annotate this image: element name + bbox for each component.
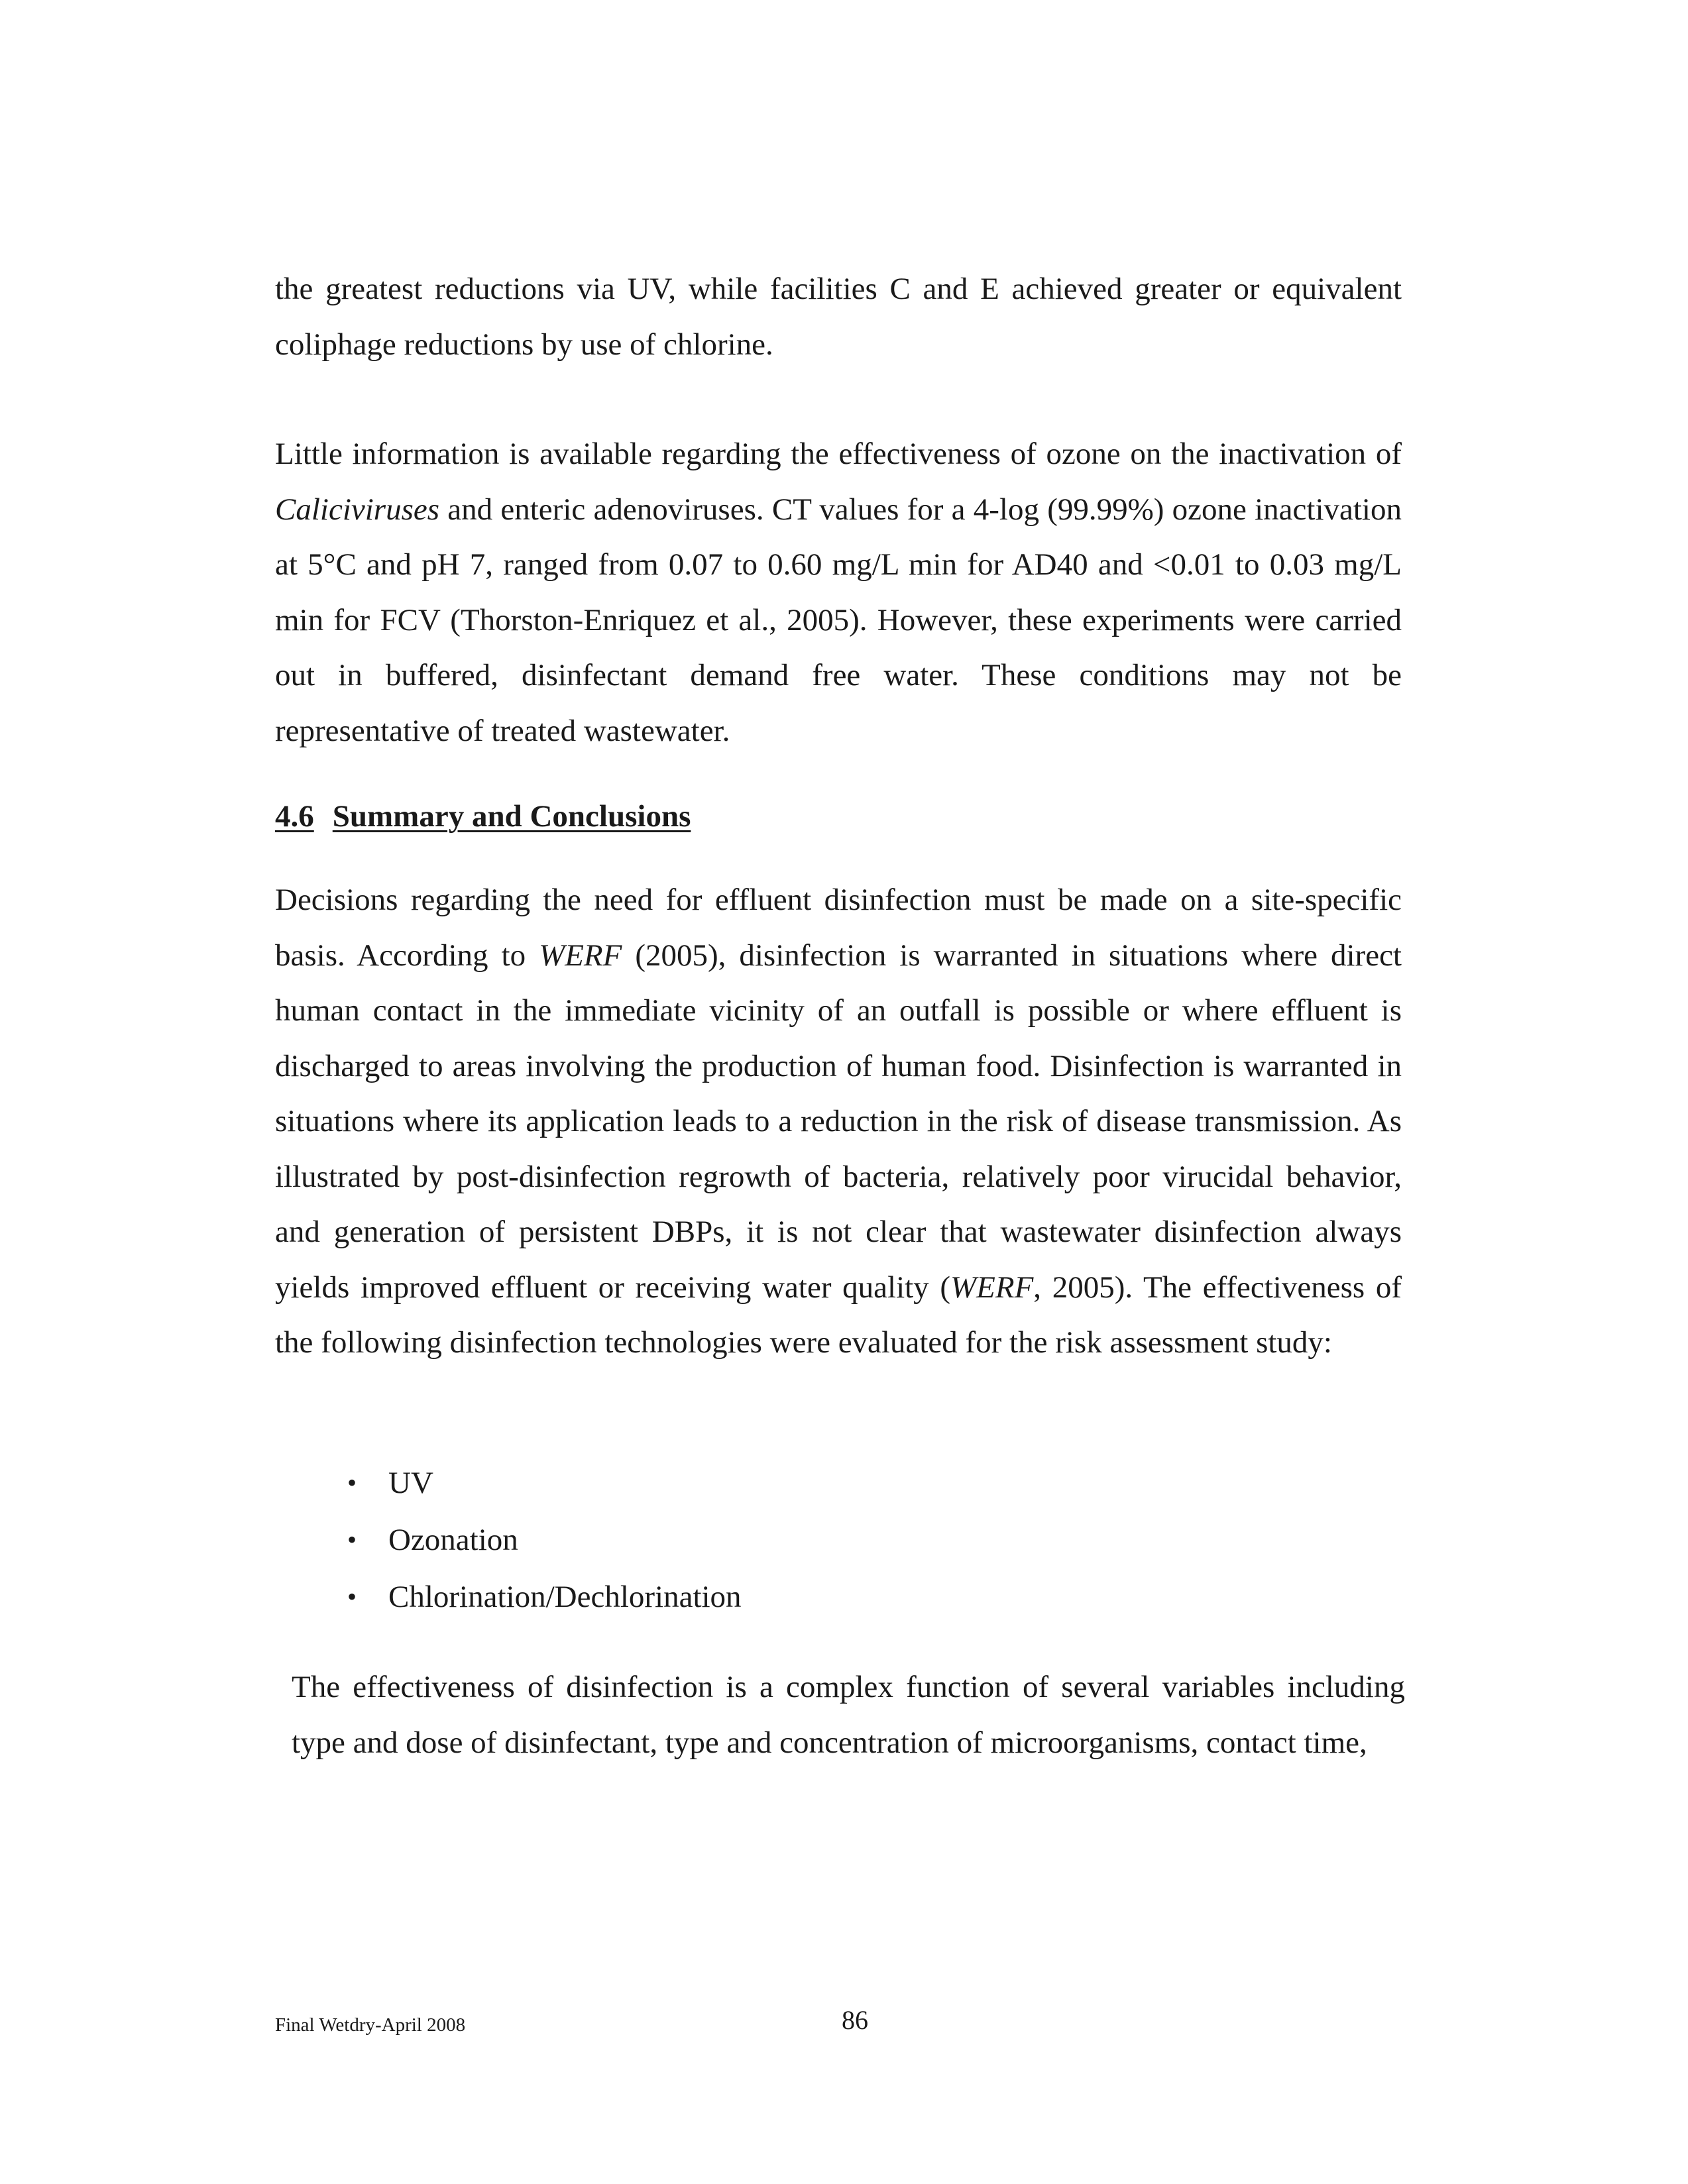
- paragraph-decisions: Decisions regarding the need for effluent disinfection must be made on a site-specific basis. According to WERF (2005), disinfection is warranted in situations where direct human contact in the immediate vicinity of an outfall is possible or where effluent is discharged to areas involving the production of human food. Disinfection is warranted in situations where its application leads to a reduction in the risk of disease transmission. As illustrated by post-disinfection regrowth of bacteria, relatively poor virucidal behavior, and generation of persistent DBPs, it is not clear that wastewater disinfection always yields improved effluent or receiving water quality (WERF, 2005). The effectiveness of the following disinfection technologies were evaluated for the risk assessment study:: [275, 883, 1402, 1360]
- bullet-icon: •: [347, 1525, 357, 1555]
- section-heading: [275, 798, 691, 834]
- footer-document-label: Final Wetdry-April 2008: [275, 2014, 466, 2036]
- italic-term: Caliciviruses: [275, 492, 440, 527]
- paragraph-ozone: Little information is available regarding the effectiveness of ozone on the inactivation of Caliciviruses and enteric adenoviruses. CT values for a 4-log (99.99%) ozone inactivation at 5°C and pH 7, ranged from 0.07 to 0.60 mg/L min for AD40 and <0.01 to 0.03 mg/L min for FCV (Thorston-Enriquez et al., 2005). However, these experiments were carried out in buffered, disinfectant demand free water. These conditions may not be representative of treated wastewater.: [275, 437, 1402, 748]
- list-item: • UV: [338, 1454, 742, 1511]
- bullet-icon: •: [347, 1582, 357, 1611]
- list-item: • Ozonation: [338, 1511, 742, 1568]
- paragraph-uv-chlorine: the greatest reductions via UV, while facilities C and E achieved greater or equivalent coliphage reductions by use of chlorine.: [275, 272, 1402, 362]
- section-title: Summary and Conclusions: [332, 799, 691, 834]
- section-number: 4.6: [275, 799, 314, 834]
- technology-list: [338, 1454, 742, 1625]
- paragraph-effectiveness: The effectiveness of disinfection is a complex function of several variables including type and dose of disinfectant, type and concentration of microorganisms, contact time,: [292, 1670, 1405, 1760]
- page-number: 86: [842, 2005, 868, 2035]
- list-item: • Chlorination/Dechlorination: [338, 1568, 742, 1625]
- bullet-icon: •: [347, 1468, 357, 1498]
- italic-citation: WERF: [950, 1270, 1034, 1305]
- italic-citation: WERF: [539, 938, 622, 973]
